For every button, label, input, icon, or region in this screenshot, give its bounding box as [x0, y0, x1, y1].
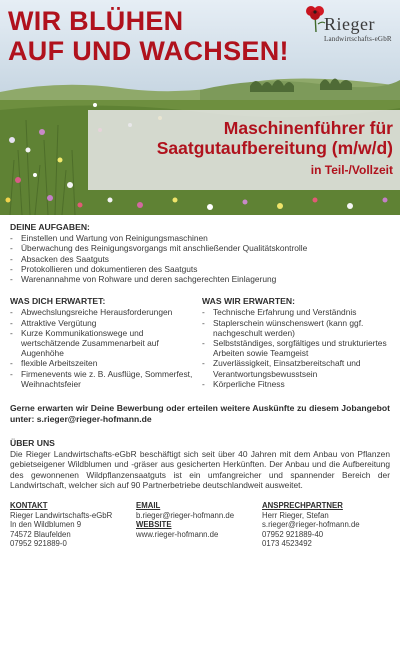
expect-heading: WAS WIR ERWARTEN: [202, 296, 295, 307]
tasks-list [10, 233, 390, 284]
list-item: - Technische Erfahrung und Verständnis [202, 307, 390, 317]
list-item: - Zuverlässigkeit, Einsatzbereitschaft und Verantwortungsbewusstsein [202, 358, 390, 378]
logo-name: Rieger [324, 14, 375, 34]
website-link[interactable]: www.rieger-hofmann.de [136, 529, 219, 539]
email-column [136, 501, 262, 549]
contact-person-heading: ANSPRECHPARTNER [262, 501, 343, 511]
about-heading: ÜBER UNS [10, 438, 55, 449]
job-title [157, 118, 393, 158]
list-item: - Körperliche Fitness [202, 379, 390, 389]
contact-person-name: Herr Rieger, Stefan [262, 510, 329, 520]
contact-person-mobile: 0173 4523492 [262, 539, 312, 549]
email-heading: EMAIL [136, 501, 161, 511]
contact-heading: KONTAKT [10, 501, 48, 511]
contact-phone: 07952 921889-0 [10, 539, 67, 549]
list-item: - Kurze Kommunikationswege und wertschätzende Zusammenarbeit auf Augenhöhe [10, 328, 200, 359]
job-title-line-2: Saatgutaufbereitung (m/w/d) [156, 138, 393, 158]
list-item: - Überwachung des Reinigungsvorgangs mit anschließender Qualitätskontrolle [10, 243, 390, 253]
list-item: - Firmenevents wie z. B. Ausflüge, Sommerfest, Weihnachtsfeier [10, 369, 200, 389]
about-section [10, 438, 390, 490]
offer-section [10, 296, 200, 389]
job-title-box [88, 110, 400, 190]
two-column-section [10, 296, 390, 389]
about-text: Die Rieger Landwirtschafts-eGbR beschäftigt sich seit über 40 Jahren mit dem Anbau von Pflanzen gebietseigener Wildblumen und -gräser aus gesicherten Herkünften. Der Anbau und die Aufbereitung des gewonnenen Wildpflanzensaatguts ist ein umfangreicher und spannender Bereich der Landwirtschaft, welcher sich auf 90 Partnerbetriebe deutschlandweit ausweitet. [10, 449, 390, 490]
list-item: - Einstellen und Wartung von Reinigungsmaschinen [10, 233, 390, 243]
list-item: - Attraktive Vergütung [10, 318, 200, 328]
list-item: - Warenannahme von Rohware und deren sachgerechten Einlagerung [10, 274, 390, 284]
application-note: Gerne erwarten wir Deine Bewerbung oder erteilen weitere Auskünfte zu diesem Jobangebot unter: s.rieger@rieger-hofmann.de [10, 403, 390, 425]
list-item: - Staplerschein wünschenswert (kann ggf. nachgeschult werden) [202, 318, 390, 338]
offer-list [10, 307, 200, 389]
expect-section [202, 296, 390, 389]
logo-subtitle: Landwirtschafts-eGbR [324, 35, 392, 43]
list-item: - Abwechslungsreiche Herausforderungen [10, 307, 200, 317]
hero-meadow-image [0, 0, 400, 215]
contact-person-phone: 07952 921889-40 [262, 529, 324, 539]
list-item: - flexible Arbeitszeiten [10, 358, 200, 368]
tasks-heading: DEINE AUFGABEN: [10, 222, 90, 232]
company-logo [302, 4, 394, 48]
offer-heading: WAS DICH ERWARTET: [10, 296, 106, 307]
contact-footer [10, 501, 390, 549]
expect-list [202, 307, 390, 389]
contact-city: 74572 Blaufelden [10, 529, 71, 539]
contact-company: Rieger Landwirtschafts-eGbR [10, 510, 113, 520]
website-heading: WEBSITE [136, 520, 172, 530]
tasks-section [10, 222, 390, 284]
job-title-line-1: Maschinenführer für [223, 118, 393, 138]
poppy-flower-icon [304, 4, 326, 32]
contact-person-email[interactable]: s.rieger@rieger-hofmann.de [262, 520, 360, 530]
contact-column [10, 501, 136, 549]
list-item: - Selbstständiges, sorgfältiges und strukturiertes Arbeiten sowie Teamgeist [202, 338, 390, 358]
headline-line-1: WIR BLÜHEN [8, 6, 184, 36]
list-item: - Protokollieren und dokumentieren des Saatguts [10, 264, 390, 274]
list-item: - Absacken des Saatguts [10, 254, 390, 264]
email-link[interactable]: b.rieger@rieger-hofmann.de [136, 510, 235, 520]
headline [8, 6, 289, 66]
contact-person-column [262, 501, 390, 549]
job-employment-type: in Teil-/Vollzeit [310, 163, 393, 177]
headline-line-2: AUF UND WACHSEN! [8, 36, 289, 66]
contact-street: In den Wildblumen 9 [10, 520, 82, 530]
posting-body [10, 222, 390, 549]
